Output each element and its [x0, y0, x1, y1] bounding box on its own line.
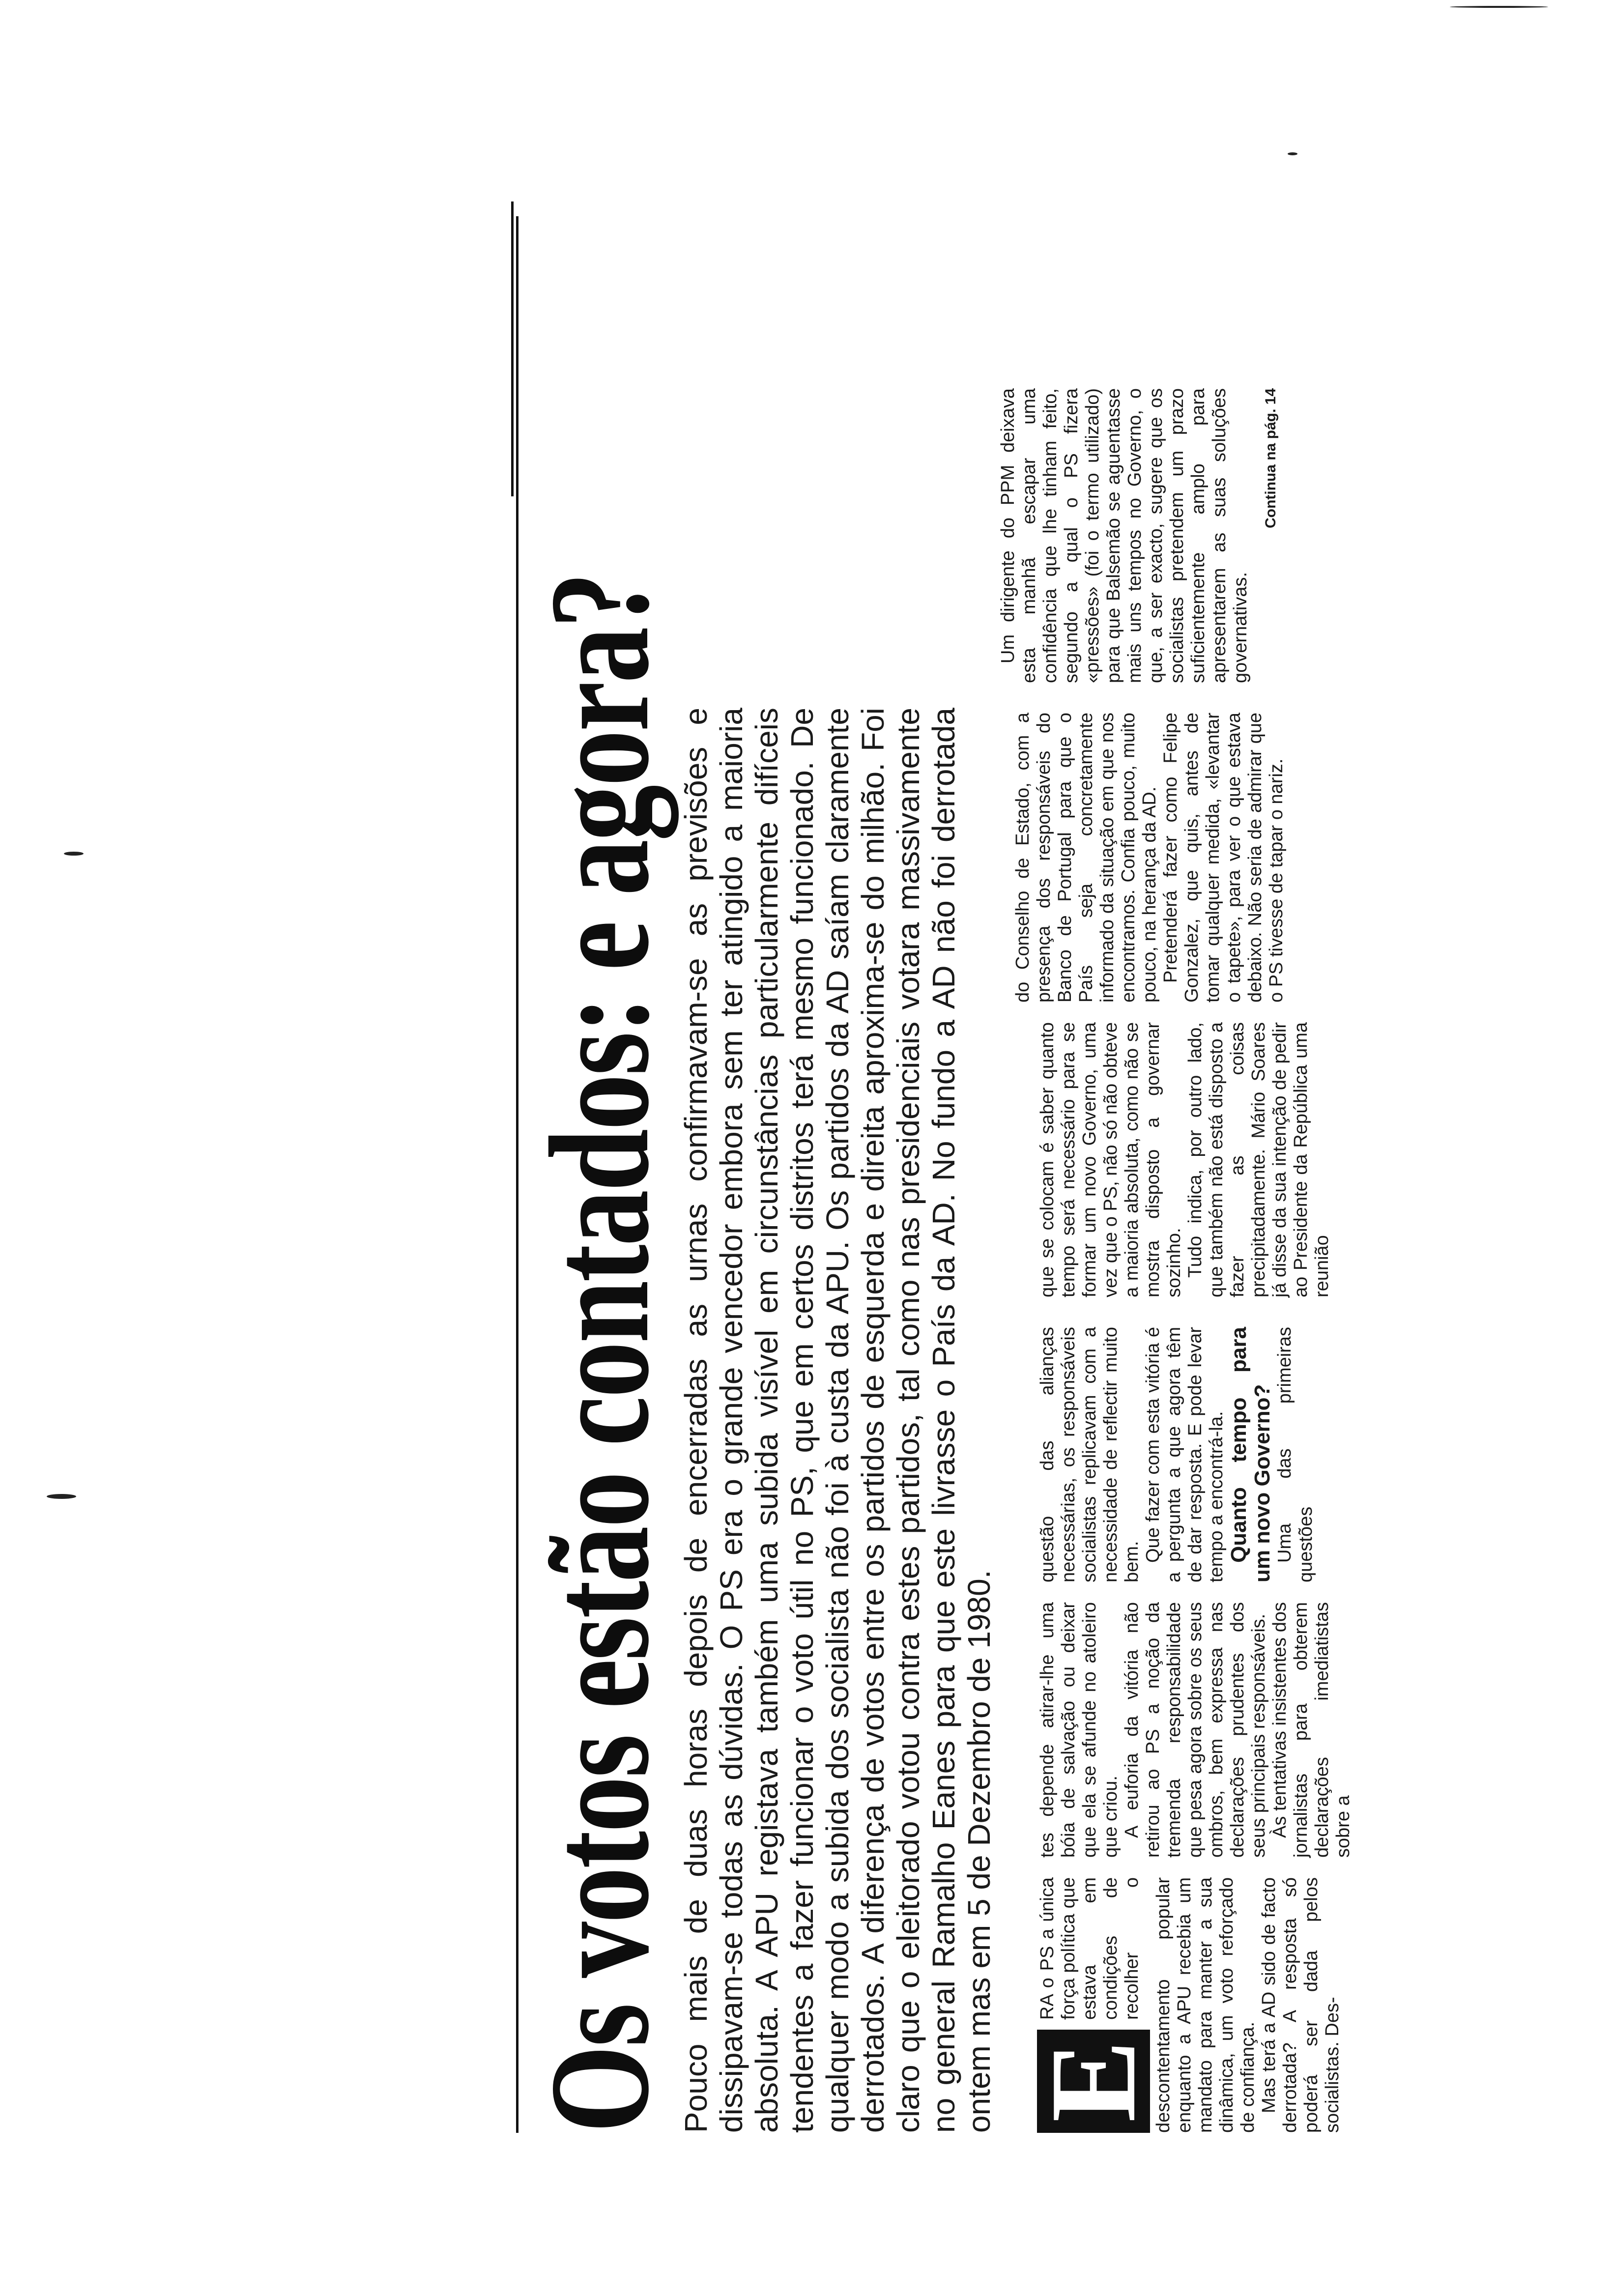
drop-cap: E — [1037, 2030, 1150, 2133]
scan-speck — [1450, 6, 1548, 8]
scan-speck — [47, 1494, 76, 1499]
top-rule-right — [511, 201, 514, 496]
column-4-paragraph-2: Tudo indica, por outro lado, que também não está disposto a fazer as coisas precipitadamente. Mário Soares já disse da sua intenção de pedir ao Presidente da República uma reunião — [1185, 1022, 1332, 1297]
column-1 — [1025, 1877, 1343, 2133]
headline: Os votos estão contados: e agora? — [520, 574, 678, 2133]
column-6-paragraph-1: Um dirigente do PPM deixava esta manhã escapar uma confidência que lhe tinham feito, segundo a qual o PS fizera «pressões» (foi o termo utilizado) para que Balsemão se aguentasse mais uns tempos no Governo, o que, a ser exacto, sugere que os socialistas pretendem um prazo suficientemente amplo para apresentarem as suas soluções governativas. — [998, 388, 1251, 683]
article-rotated — [516, 216, 1401, 2133]
continued-on-page: Continua na pág. 14 — [1263, 388, 1279, 529]
subhead: Quanto tempo para um novo Governo? — [1227, 1327, 1274, 1582]
top-rule — [516, 216, 518, 2133]
column-2-paragraph-1: tes depende atirar-lhe uma bóia de salvação ou deixar que ela se afunde no atoleiro que criou. — [1037, 1602, 1121, 1858]
column-2-paragraph-2: A euforia da vitória não retirou ao PS a noção da tremenda responsabilidade que pesa agora sobre os seus ombros, bem expressa nas declarações prudentes dos seus principais responsáveis. — [1122, 1602, 1269, 1858]
column-3-paragraph-2: Que fazer com esta vitória é a pergunta a que agora têm de dar resposta. E pode levar tempo a encontrá-la. — [1143, 1327, 1227, 1582]
column-1-paragraph-2: Mas terá a AD sido de facto derrotada? A resposta só poderá ser dada pelos socialistas. Des- — [1259, 1877, 1343, 2133]
column-4 — [1037, 1022, 1333, 1297]
column-2 — [1037, 1602, 1354, 1858]
column-2-paragraph-3: Às tentativas insistentes dos jornalistas para obterem declarações imediatistas sobre a — [1269, 1602, 1353, 1858]
column-5-paragraph-1: do Conselho de Estado, com a presença dos responsáveis do Banco de Portugal para que o País seja concretamente informado da situação em que nos encontramos. Confia pouco, muito pouco, na herança da AD. — [1012, 713, 1160, 1003]
column-3-paragraph-1: questão das alianças necessárias, os responsáveis socialistas replicavam com a necessidade de reflectir muito bem. — [1037, 1327, 1142, 1582]
column-3-paragraph-3: Uma das primeiras questões — [1274, 1327, 1316, 1582]
lead-paragraph: Pouco mais de duas horas depois de encerradas as urnas confirmavam-se as previsões e dissipavam-se todas as dúvidas. O PS era o grande vencedor embora sem ter atingido a maioria absoluta. A APU registava também uma subida visível em circunstâncias particularmente difíceis tendentes a fazer funcionar o voto útil no PS, que em certos distritos terá mesmo funcionado. De qualquer modo a subida dos socialista não foi à custa da APU. Os partidos da AD saíam claramente derrotados. A diferença de votos entre os partidos de esquerda e direita aproxima-se do milhão. Foi claro que o eleitorado votou contra estes partidos, tal como nas presidenciais votara massivamente no general Ramalho Eanes para que este livrasse o País da AD. No fundo a AD não foi derrotada ontem mas em 5 de Dezembro de 1980. — [678, 708, 997, 2133]
column-5-paragraph-2: Pretenderá fazer como Felipe Gonzalez, que quis, antes de tomar qualquer medida, «levantar o tapete», para ver o que estava debaixo. Não seria de admirar que o PS tivesse de tapar o nariz. — [1160, 713, 1287, 1003]
scan-speck — [64, 852, 84, 856]
column-3 — [1037, 1327, 1317, 1582]
column-5 — [1012, 713, 1287, 1003]
column-6 — [998, 388, 1281, 683]
scan-speck — [1288, 152, 1297, 155]
column-4-paragraph-1: que se colocam é saber quanto tempo será necessário para se formar um novo Governo, uma vez que o PS, não só não obteve a maioria absoluta, como não se mostra disposto a governar sozinho. — [1037, 1022, 1184, 1297]
column-1-paragraph-1: RA o PS a única força política que estava em condições de recolher o descontentamento popular enquanto a APU recebia um mandato para manter a sua dinâmica, um voto reforçado de confiança. — [1037, 1877, 1258, 2133]
